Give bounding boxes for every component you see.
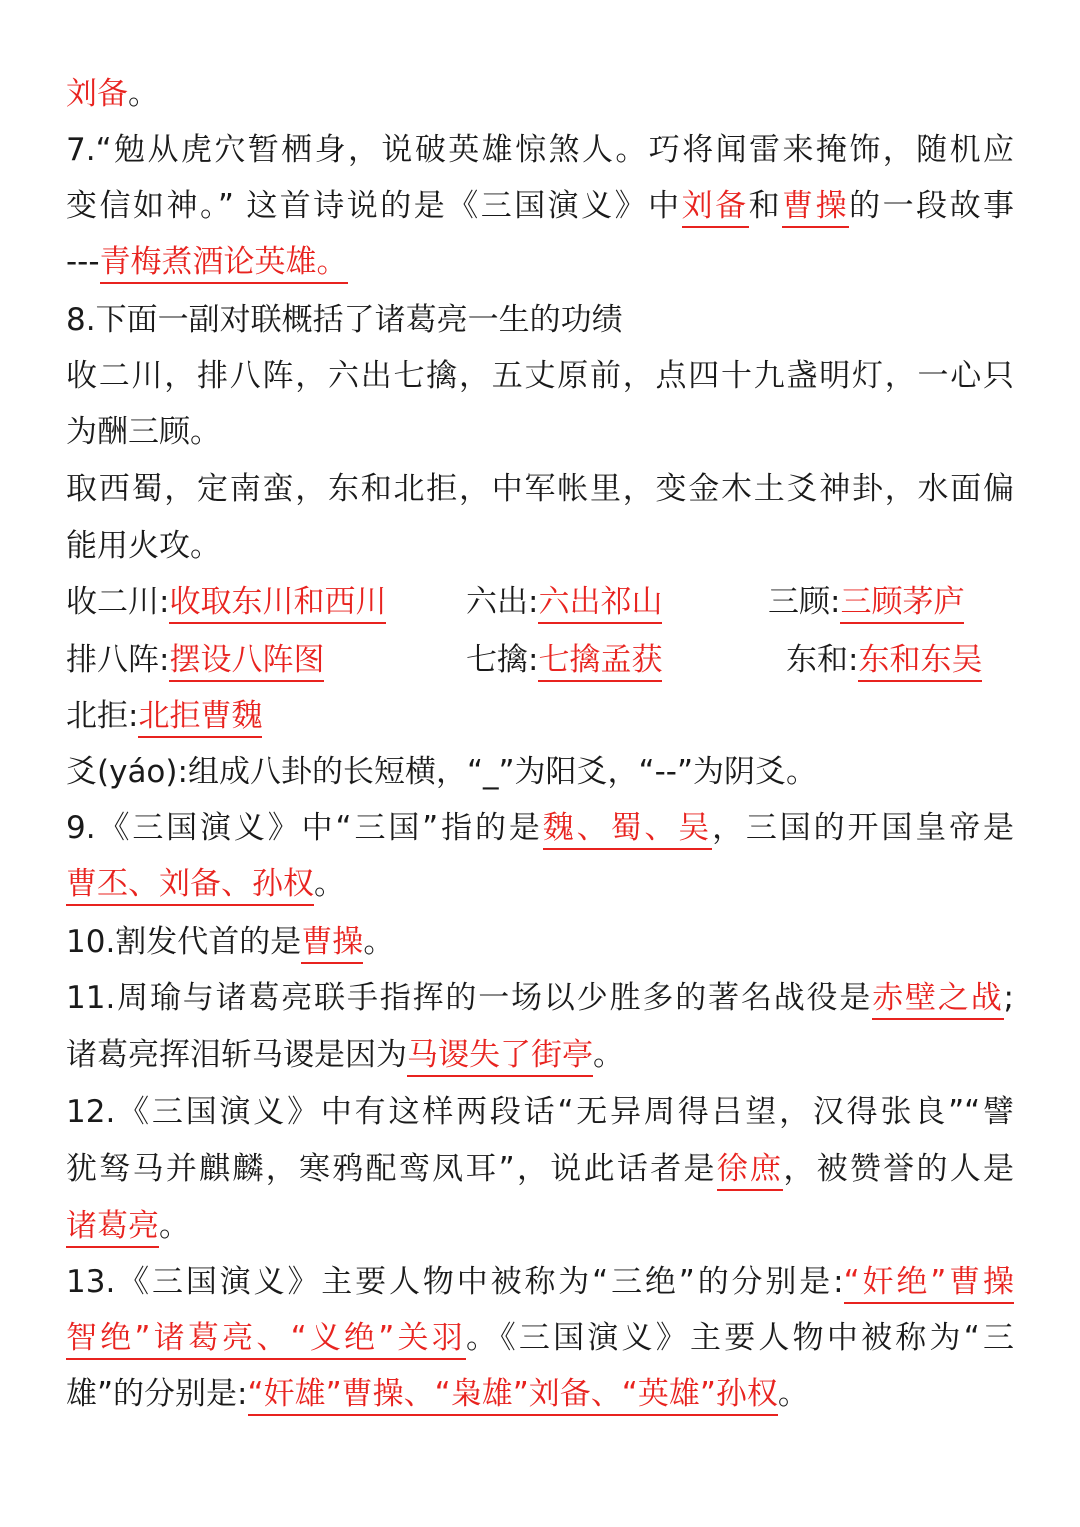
question-12-line-1: 12.《三国演义》中有这样两段话“无异周得吕望，汉得张良”“譬 bbox=[66, 1094, 1014, 1130]
question-13-line-3: 雄”的分别是:“奸雄”曹操、“枭雄”刘备、“英雄”孙权。 bbox=[66, 1372, 809, 1416]
question-13-line-2: 智绝”诸葛亮、“义绝”关羽。《三国演义》主要人物中被称为“三 bbox=[66, 1316, 1014, 1360]
couplet-line-1: 收二川，排八阵，六出七擒，五丈原前，点四十九盏明灯，一心只 bbox=[66, 358, 1014, 394]
term-row-1-col-3: 三顾:三顾茅庐 bbox=[768, 580, 964, 624]
question-8-title: 8.下面一副对联概括了诸葛亮一生的功绩 bbox=[66, 302, 623, 338]
answer-text: 诸葛亮 bbox=[66, 1208, 159, 1248]
answer-text: 收取东川和西川 bbox=[169, 584, 386, 624]
question-7-line-1: 7.“勉从虎穴暂栖身，说破英雄惊煞人。巧将闻雷来掩饰，随机应 bbox=[66, 132, 1014, 168]
term-row-2-col-2: 七擒:七擒孟获 bbox=[466, 638, 662, 682]
answer-text: “奸雄”曹操、“枭雄”刘备、“英雄”孙权 bbox=[248, 1376, 778, 1416]
answer-text: 曹丕、刘备、孙权 bbox=[66, 866, 314, 906]
answer-text: 赤壁之战 bbox=[872, 980, 1003, 1020]
question-11-line-1: 11.周瑜与诸葛亮联手指挥的一场以少胜多的著名战役是赤壁之战; bbox=[66, 976, 1014, 1020]
answer-text: 魏、蜀、吴 bbox=[543, 810, 712, 850]
question-7-line-2: 变信如神。” 这首诗说的是《三国演义》中刘备和曹操的一段故事 bbox=[66, 184, 1014, 228]
question-12-line-3: 诸葛亮。 bbox=[66, 1204, 190, 1248]
question-9-line-2: 曹丕、刘备、孙权。 bbox=[66, 862, 345, 906]
answer-text: “奸绝”曹操 bbox=[844, 1264, 1014, 1304]
answer-text: 六出祁山 bbox=[538, 584, 662, 624]
answer-text: 马谡失了街亭 bbox=[407, 1037, 593, 1077]
term-row-2-col-3: 东和:东和东吴 bbox=[786, 638, 982, 682]
term-row-1-col-2: 六出:六出祁山 bbox=[466, 580, 662, 624]
answer-text: 徐庶 bbox=[717, 1151, 784, 1191]
answer-text: 七擒孟获 bbox=[538, 642, 662, 682]
answer-text: 北拒曹魏 bbox=[138, 698, 262, 738]
question-10: 10.割发代首的是曹操。 bbox=[66, 920, 394, 964]
answer-text: 三顾茅庐 bbox=[840, 584, 964, 624]
answer-text: 曹操 bbox=[782, 188, 849, 228]
couplet-line-1-end: 为酬三顾。 bbox=[66, 414, 221, 450]
answer-text: 青梅煮酒论英雄。 bbox=[100, 244, 348, 284]
term-row-2: 排八阵:摆设八阵图 bbox=[66, 638, 324, 682]
question-12-line-2: 犹驽马并麒麟，寒鸦配鸾凤耳”，说此话者是徐庶，被赞誉的人是 bbox=[66, 1147, 1014, 1191]
answer-text: 刘备 bbox=[682, 188, 749, 228]
term-row-1: 收二川:收取东川和西川 bbox=[66, 580, 386, 624]
couplet-line-2-end: 能用火攻。 bbox=[66, 528, 221, 564]
answer-text: 智绝”诸葛亮、“义绝”关羽 bbox=[66, 1320, 466, 1360]
question-13-line-1: 13.《三国演义》主要人物中被称为“三绝”的分别是:“奸绝”曹操 bbox=[66, 1260, 1014, 1304]
term-row-3: 北拒:北拒曹魏 bbox=[66, 694, 262, 738]
yao-note: 爻(yáo):组成八卦的长短横，“_”为阳爻，“--”为阴爻。 bbox=[66, 754, 818, 790]
answer-text: 曹操 bbox=[301, 924, 363, 964]
question-11-line-2: 诸葛亮挥泪斩马谡是因为马谡失了街亭。 bbox=[66, 1033, 624, 1077]
question-9-line-1: 9.《三国演义》中“三国”指的是魏、蜀、吴，三国的开国皇帝是 bbox=[66, 806, 1014, 850]
answer-text: 摆设八阵图 bbox=[169, 642, 324, 682]
question-7-line-3: ---青梅煮酒论英雄。 bbox=[66, 240, 348, 284]
couplet-line-2: 取西蜀，定南蛮，东和北拒，中军帐里，变金木土爻神卦，水面偏 bbox=[66, 471, 1014, 507]
answer-text: 刘备 bbox=[66, 76, 128, 112]
answer-line-6-end: 刘备。 bbox=[66, 76, 159, 112]
answer-text: 东和东吴 bbox=[858, 642, 982, 682]
